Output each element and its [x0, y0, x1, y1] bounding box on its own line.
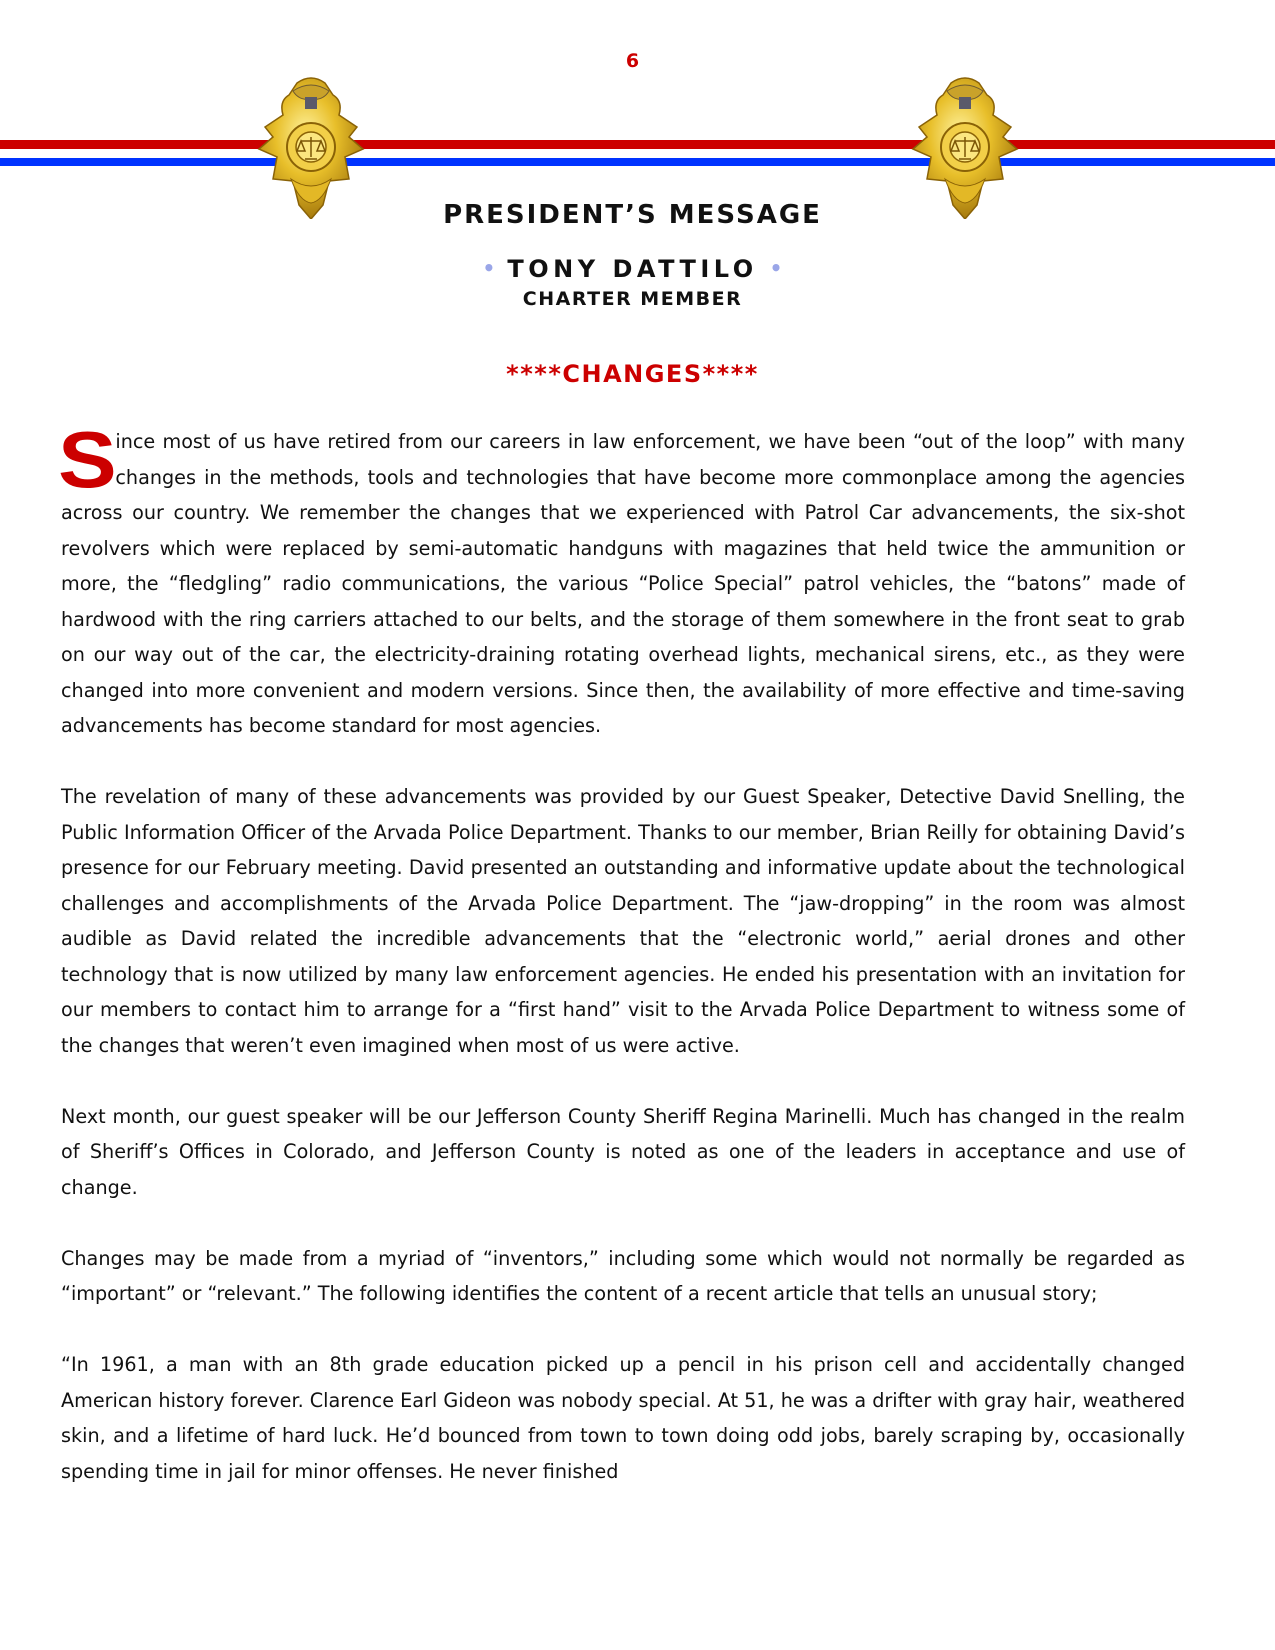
bullet-dot-icon: •: [769, 256, 783, 280]
police-badge-icon: [911, 75, 1019, 219]
author-name: TONY DATTILO: [507, 255, 758, 283]
section-title: ****CHANGES****: [506, 360, 759, 388]
bullet-dot-icon: •: [482, 256, 496, 280]
page-number: 6: [625, 50, 640, 72]
paragraph: “In 1961, a man with an 8th grade education picked up a pencil in his prison cell and accidentally changed American history forever. Clarence Earl Gideon was nobody special. At 51, he was a drifter with gray hair, weathered skin, and a lifetime of hard luck. He’d bounced from town to town doing odd jobs, barely scraping by, occasionally spending time in jail for minor offenses. He never finished: [61, 1353, 1185, 1483]
paragraph: The revelation of many of these advancements was provided by our Guest Speaker, Detective David Snelling, the Public Information Officer of the Arvada Police Department. Thanks to our member, Brian Reilly for obtaining David’s presence for our February meeting. David presented an outstanding and informative update about the technological challenges and accomplishments of the Arvada Police Department. The “jaw-dropping” in the room was almost audible as David related the incredible advancements that the “electronic world,” aerial drones and other technology that is now utilized by many law enforcement agencies. He ended his presentation with an invitation for our members to contact him to arrange for a “first hand” visit to the Arvada Police Department to witness some of the changes that weren’t even imagined when most of us were active.: [61, 785, 1185, 1057]
police-badge-icon: [257, 75, 365, 219]
article-body: [58, 415, 1185, 1525]
blue-header-stripe: [0, 158, 1275, 166]
red-header-stripe: [0, 140, 1275, 149]
author-role: CHARTER MEMBER: [522, 288, 743, 310]
drop-cap: S: [58, 415, 117, 504]
paragraph: Changes may be made from a myriad of “inventors,” including some which would not normally be regarded as “important” or “relevant.” The following identifies the content of a recent article that tells an unusual story;: [61, 1246, 1185, 1305]
paragraph: Next month, our guest speaker will be our Jefferson County Sheriff Regina Marinelli. Much has changed in the realm of Sheriff’s Offices in Colorado, and Jefferson County is noted as one of the leaders in acceptance and use of change.: [61, 1104, 1185, 1199]
author-name-row: [0, 255, 1265, 283]
page-title: PRESIDENT’S MESSAGE: [443, 200, 822, 230]
paragraph: S ince most of us have retired from our careers in law enforcement, we have been “out of the loop” with many changes in the methods, tools and technologies that have become more commonplace among the agencies across our country. We remember the changes that we experienced with Patrol Car advancements, the six-shot revolvers which were replaced by semi-automatic handguns with magazines that held twice the ammunition or more, the “fledgling” radio communications, the various “Police Special” patrol vehicles, the “batons” made of hardwood with the ring carriers attached to our belts, and the storage of them somewhere in the front seat to grab on our way out of the car, the electricity-draining rotating overhead lights, mechanical sirens, etc., as they were changed into more convenient and modern versions. Since then, the availability of more effective and time-saving advancements has become standard for most agencies.: [58, 415, 1185, 737]
